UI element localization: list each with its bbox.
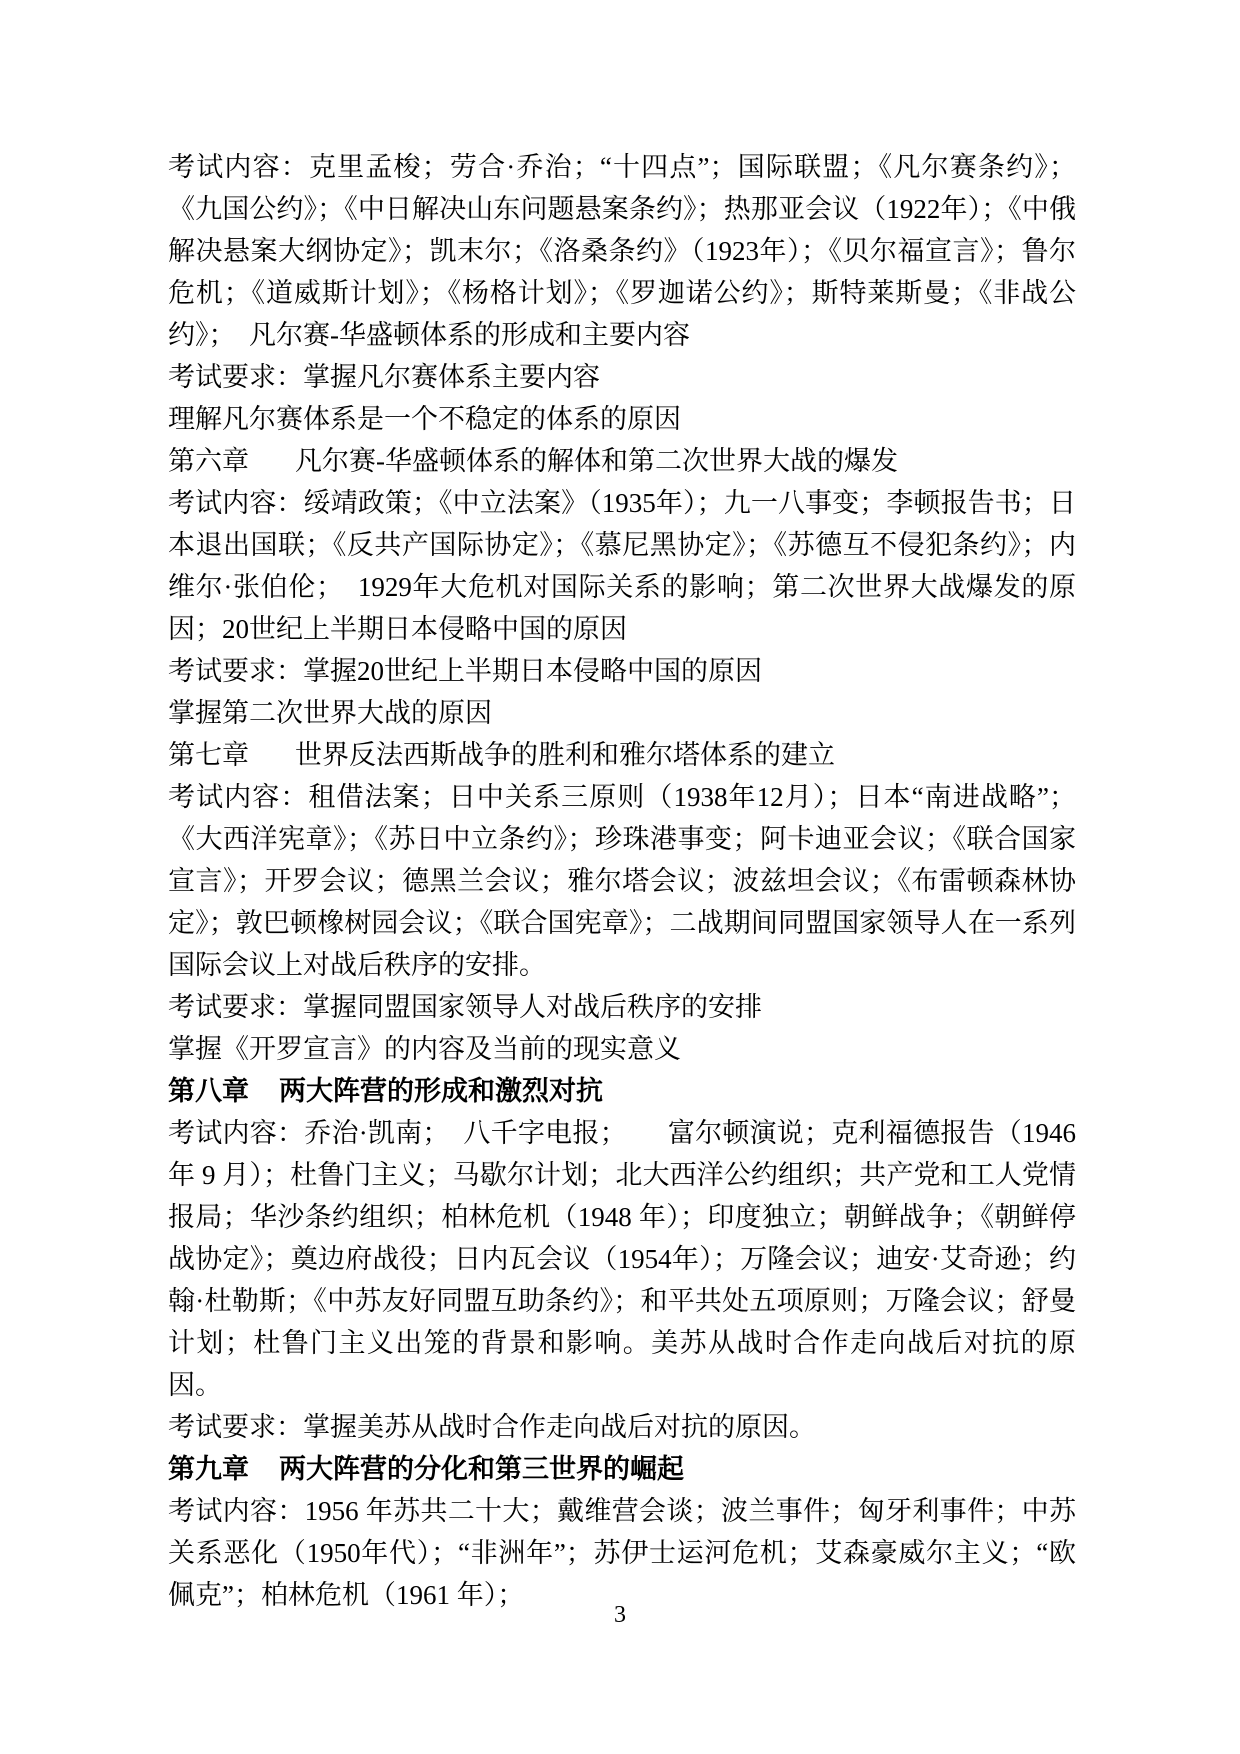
exam-requirement-line: 考试要求：掌握凡尔赛体系主要内容: [168, 362, 600, 392]
chapter-title: 凡尔赛-华盛顿体系的解体和第二次世界大战的爆发: [295, 446, 898, 476]
chapter-title: 两大阵营的分化和第三世界的崛起: [279, 1454, 684, 1484]
chapter-9-heading: [168, 1448, 1076, 1490]
document-content: [168, 146, 1083, 1616]
exam-content-paragraph: 考试内容：租借法案；日中关系三原则（1938年12月）；日本“南进战略”；《大西洋宪章》；《苏日中立条约》；珍珠港事变；阿卡迪亚会议；《联合国家宣言》；开罗会议；德黑兰会议；雅尔塔会议；波兹坦会议；《布雷顿森林协定》；敦巴顿橡树园会议；《联合国宪章》；二战期间同盟国家领导人在一系列国际会议上对战后秩序的安排。: [168, 782, 1076, 980]
exam-requirement-line: 考试要求：掌握美苏从战时合作走向战后对抗的原因。: [168, 1412, 816, 1442]
exam-requirement-line: 理解凡尔赛体系是一个不稳定的体系的原因: [168, 404, 681, 434]
exam-content-paragraph: 考试内容：绥靖政策；《中立法案》（1935年）；九一八事变；李顿报告书；日本退出国联；《反共产国际协定》；《慕尼黑协定》；《苏德互不侵犯条约》；内维尔·张伯伦； 1929年大危机对国际关系的影响；第二次世界大战爆发的原因；20世纪上半期日本侵略中国的原因: [168, 488, 1076, 644]
exam-requirement-line: 考试要求：掌握20世纪上半期日本侵略中国的原因: [168, 656, 762, 686]
exam-requirement-continuation: 掌握《开罗宣言》的内容及当前的现实意义: [168, 1034, 681, 1064]
chapter-6-heading: [168, 440, 1076, 482]
chapter-title: 世界反法西斯战争的胜利和雅尔塔体系的建立: [295, 740, 835, 770]
exam-content-paragraph: 考试内容：克里孟梭；劳合·乔治；“十四点”；国际联盟；《凡尔赛条约》；《九国公约》；《中日解决山东问题悬案条约》；热那亚会议（1922年）；《中俄解决悬案大纲协定》；凯末尔；《洛桑条约》（1923年）；《贝尔福宣言》；鲁尔危机；《道威斯计划》；《杨格计划》；《罗迦诺公约》；斯特莱斯曼；《非战公约》； 凡尔赛-华盛顿体系的形成和主要内容: [168, 152, 1076, 350]
chapter-7-heading: [168, 734, 1076, 776]
exam-requirement-line: 考试要求：掌握同盟国家领导人对战后秩序的安排: [168, 992, 762, 1022]
chapter-title: 两大阵营的形成和激烈对抗: [279, 1076, 603, 1106]
chapter-number: 第六章: [168, 446, 249, 476]
chapter-number: 第七章: [168, 740, 249, 770]
chapter-number: 第八章: [168, 1076, 249, 1106]
chapter-number: 第九章: [168, 1454, 249, 1484]
exam-content-paragraph: 考试内容：乔治·凯南； 八千字电报； 富尔顿演说；克利福德报告（1946 年 9 月）；杜鲁门主义；马歇尔计划；北大西洋公约组织；共产党和工人党情报局；华沙条约组织；柏林危机（1948 年）；印度独立；朝鲜战争；《朝鲜停战协定》；奠边府战役；日内瓦会议（1954年）；万隆会议；迪安·艾奇逊；约翰·杜勒斯；《中苏友好同盟互助条约》；和平共处五项原则；万隆会议；舒曼计划；杜鲁门主义出笼的背景和影响。美苏从战时合作走向战后对抗的原因。: [168, 1118, 1083, 1400]
exam-requirement-continuation: 掌握第二次世界大战的原因: [168, 698, 492, 728]
exam-content-paragraph: 考试内容：1956 年苏共二十大；戴维营会谈；波兰事件；匈牙利事件；中苏关系恶化（1950年代）；“非洲年”；苏伊士运河危机；艾森豪威尔主义；“欧佩克”；柏林危机（1961 年）；: [168, 1496, 1076, 1610]
page-number: 3: [614, 1602, 626, 1628]
chapter-8-heading: [168, 1070, 1076, 1112]
